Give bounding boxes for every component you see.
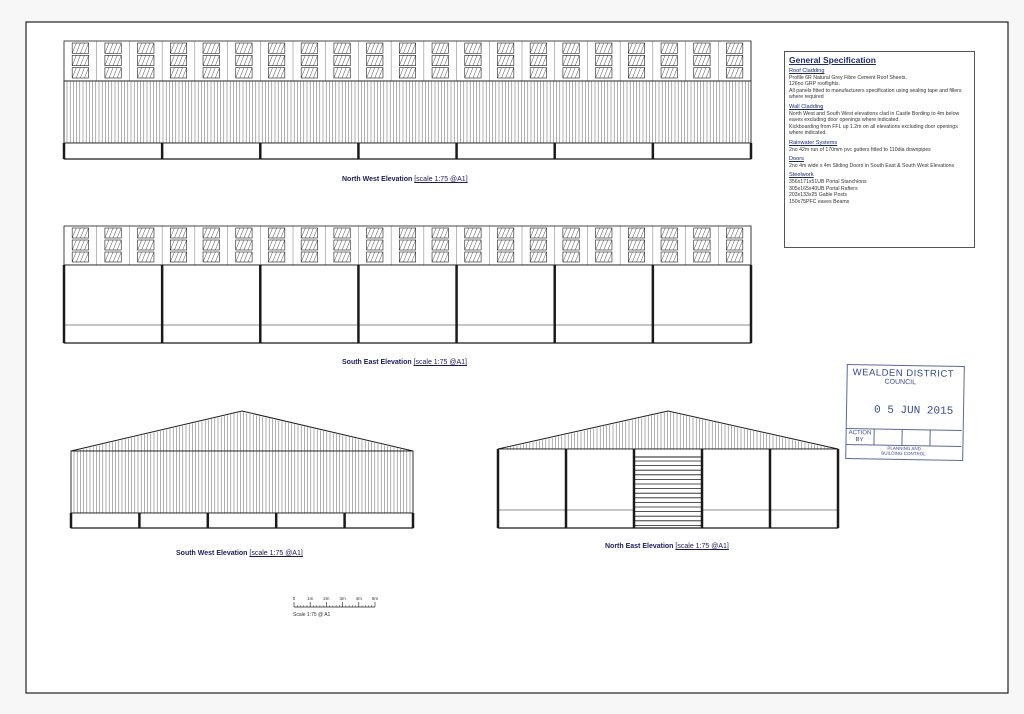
rooflight: [661, 55, 677, 65]
scale-tick-label: 0: [292, 596, 296, 601]
rooflight: [661, 240, 677, 250]
scale-tick-label: 2m: [323, 596, 330, 601]
rooflight: [432, 68, 448, 78]
rooflight: [399, 252, 415, 262]
open-bays: [64, 265, 751, 343]
rooflight: [661, 252, 677, 262]
rooflight: [596, 228, 612, 238]
rooflight: [694, 55, 710, 65]
rooflight: [432, 228, 448, 238]
rooflight: [628, 228, 644, 238]
rooflight: [596, 43, 612, 53]
rooflight: [726, 252, 742, 262]
rooflight: [563, 228, 579, 238]
north-east-elevation-caption: North East Elevation [scale 1:75 @A1]: [605, 543, 729, 550]
rooflight: [530, 240, 546, 250]
rooflight: [465, 68, 481, 78]
spec-line: 2no 4m wide x 4m Sliding Doors in South East & South West Elevations: [789, 162, 955, 169]
rooflight: [628, 43, 644, 53]
rooflight: [465, 55, 481, 65]
rooflight: [399, 43, 415, 53]
rooflight: [726, 228, 742, 238]
rooflight: [497, 55, 513, 65]
rooflight: [301, 43, 317, 53]
rooflight: [170, 43, 186, 53]
stanchion: [161, 265, 164, 343]
stanchion: [455, 265, 458, 343]
rooflight: [628, 252, 644, 262]
rooflight: [661, 228, 677, 238]
stanchion: [553, 265, 556, 343]
stamp-footer2: BUILDING CONTROL: [881, 450, 926, 457]
rooflight: [563, 68, 579, 78]
spec-heading: Rainwater Systems: [789, 139, 838, 146]
spec-line: North West and South West elevations clad in Castle Bording to 4m below eaves excluding door openings where indicated.: [789, 110, 960, 124]
stanchion: [63, 143, 66, 159]
kickboard: [71, 513, 413, 528]
stanchion: [652, 143, 655, 159]
rooflight: [432, 43, 448, 53]
south-west-elevation-caption: South West Elevation [scale 1:75 @A1]: [176, 550, 303, 557]
rooflight: [367, 43, 383, 53]
rooflight: [138, 55, 154, 65]
spec-section-steelwork: [789, 172, 970, 205]
rooflight: [138, 252, 154, 262]
rooflight: [268, 55, 284, 65]
rooflight: [72, 240, 88, 250]
sliding-door: [634, 457, 702, 528]
rooflight: [497, 228, 513, 238]
rooflight: [334, 43, 350, 53]
stanchion: [207, 513, 210, 528]
stamp-date: 0 5 JUN 2015: [873, 404, 954, 418]
rooflight: [268, 43, 284, 53]
rooflight: [334, 228, 350, 238]
spec-section-doors: [789, 156, 970, 169]
rooflight: [72, 228, 88, 238]
rooflight: [203, 55, 219, 65]
rooflight: [301, 240, 317, 250]
rooflight: [726, 68, 742, 78]
rooflight: [530, 228, 546, 238]
rooflight: [203, 252, 219, 262]
rooflight: [399, 240, 415, 250]
stanchion: [63, 265, 66, 343]
rooflight: [563, 252, 579, 262]
rooflight: [105, 55, 121, 65]
rooflight: [628, 55, 644, 65]
spec-heading: Steelwork: [789, 172, 814, 179]
stamp-by: BY: [855, 437, 864, 444]
rooflight: [236, 43, 252, 53]
rooflight: [432, 240, 448, 250]
rooflight: [694, 68, 710, 78]
rooflight: [726, 43, 742, 53]
rooflight: [497, 252, 513, 262]
rooflight: [170, 55, 186, 65]
stanchion: [357, 265, 360, 343]
rooflight: [694, 240, 710, 250]
rooflight: [628, 240, 644, 250]
rooflight: [367, 68, 383, 78]
rooflight: [530, 55, 546, 65]
rooflight: [170, 68, 186, 78]
rooflight: [530, 68, 546, 78]
rooflight: [661, 43, 677, 53]
stamp-action: ACTION: [848, 430, 872, 437]
spec-line: All panels fitted to manufacturers specification using sealing tape and fillers where required: [789, 87, 962, 101]
spec-line: Profile 6R Natural Grey Fibre Cement Roof Sheets.: [789, 74, 907, 81]
wall-cladding: [64, 81, 751, 143]
stanchion: [750, 265, 753, 343]
rooflight: [432, 55, 448, 65]
stanchion: [553, 143, 556, 159]
rooflight: [170, 240, 186, 250]
rooflight: [530, 252, 546, 262]
spec-line: 305x165x40UB Portal Rafters: [789, 185, 858, 192]
gable-wall: [71, 451, 413, 513]
stanchion: [412, 513, 415, 528]
stamp-footer1: PLANNING AND: [887, 445, 921, 452]
rooflight: [236, 228, 252, 238]
rooflight: [334, 55, 350, 65]
stanchion: [565, 449, 568, 528]
rooflight: [628, 68, 644, 78]
stanchion: [750, 143, 753, 159]
rooflight: [726, 240, 742, 250]
rooflight: [203, 68, 219, 78]
spec-heading: Doors: [789, 156, 804, 163]
rooflight: [367, 228, 383, 238]
scale-tick-label: 4m: [355, 596, 362, 601]
rooflight: [465, 240, 481, 250]
rooflight: [72, 55, 88, 65]
spec-line: 356x171x51UB Portal Stanchions: [789, 178, 867, 185]
rooflight: [497, 43, 513, 53]
rooflight: [268, 252, 284, 262]
scale-tick-label: 5m: [371, 596, 379, 601]
spec-line: 203x133x25 Gable Posts: [789, 192, 847, 199]
spec-heading: Roof Cladding: [789, 68, 825, 74]
rooflight: [367, 240, 383, 250]
stanchion: [633, 449, 636, 528]
spec-line: 2no 42m run of 170mm pvc gutters fitted to 110dia downpipes: [789, 146, 931, 153]
stanchion: [343, 513, 346, 528]
rooflight: [596, 240, 612, 250]
rooflight: [563, 240, 579, 250]
rooflight: [465, 228, 481, 238]
stanchion: [455, 143, 458, 159]
rooflight: [334, 68, 350, 78]
stanchion: [357, 143, 360, 159]
rooflight: [170, 228, 186, 238]
stanchion: [837, 449, 840, 528]
council-received-stamp: [845, 364, 965, 461]
stamp-line1: WEALDEN DISTRICT: [852, 367, 955, 380]
rooflight: [72, 43, 88, 53]
rooflight: [301, 228, 317, 238]
spec-section-roof: [789, 68, 970, 101]
rooflight: [334, 252, 350, 262]
stanchion: [138, 513, 141, 528]
stanchion: [259, 143, 262, 159]
rooflight: [203, 240, 219, 250]
rooflight: [301, 252, 317, 262]
rooflight: [465, 43, 481, 53]
rooflight: [301, 55, 317, 65]
rooflight: [596, 68, 612, 78]
spec-section-rainwater: [789, 140, 970, 153]
spec-line: 150x75PFC eaves Beams: [789, 198, 850, 205]
rooflight: [596, 55, 612, 65]
rooflight: [236, 252, 252, 262]
stamp-line2: COUNCIL: [884, 378, 917, 387]
rooflight: [203, 228, 219, 238]
rooflight: [301, 68, 317, 78]
scale-tick-label: 3m: [339, 596, 346, 601]
rooflight: [105, 68, 121, 78]
rooflight: [268, 228, 284, 238]
spec-title: General Specification: [789, 55, 876, 65]
spec-section-wall: [789, 104, 970, 137]
rooflight: [367, 55, 383, 65]
stanchion: [275, 513, 278, 528]
rooflight: [399, 55, 415, 65]
rooflight: [236, 55, 252, 65]
rooflight: [105, 228, 121, 238]
rooflight: [170, 252, 186, 262]
rooflight: [334, 240, 350, 250]
north-west-elevation-caption: North West Elevation [scale 1:75 @A1]: [342, 176, 468, 183]
rooflight: [138, 68, 154, 78]
rooflight: [138, 228, 154, 238]
rooflight: [432, 252, 448, 262]
rooflight: [236, 240, 252, 250]
rooflight: [105, 240, 121, 250]
rooflight: [138, 43, 154, 53]
spec-line: Kickboarding from FFL up 1.2m on all elevations excluding door openings where indicated.: [789, 123, 958, 137]
rooflight: [138, 240, 154, 250]
rooflight: [596, 252, 612, 262]
scale-bar-caption: Scale 1:75 @ A1: [293, 612, 331, 618]
spec-line: 126no GRP rooflights.: [789, 81, 840, 88]
rooflight: [105, 252, 121, 262]
kickboard: [64, 143, 751, 159]
rooflight: [399, 68, 415, 78]
stanchion: [497, 449, 500, 528]
rooflight: [72, 252, 88, 262]
rooflight: [203, 43, 219, 53]
rooflight: [268, 68, 284, 78]
rooflight: [465, 252, 481, 262]
rooflight: [268, 240, 284, 250]
scale-tick-label: 1m: [307, 596, 314, 601]
stanchion: [70, 513, 73, 528]
stanchion: [701, 449, 704, 528]
rooflight: [497, 240, 513, 250]
general-specification-panel: [784, 51, 975, 248]
rooflight: [694, 228, 710, 238]
rooflight: [694, 43, 710, 53]
spec-heading: Wall Cladding: [789, 103, 824, 110]
stanchion: [652, 265, 655, 343]
rooflight: [661, 68, 677, 78]
stanchion: [769, 449, 772, 528]
rooflight: [399, 228, 415, 238]
rooflight: [726, 55, 742, 65]
rooflight: [72, 68, 88, 78]
rooflight: [694, 252, 710, 262]
rooflight: [497, 68, 513, 78]
south-east-elevation-caption: South East Elevation [scale 1:75 @A1]: [342, 359, 467, 366]
stanchion: [259, 265, 262, 343]
rooflight: [105, 43, 121, 53]
stanchion: [161, 143, 164, 159]
rooflight: [563, 43, 579, 53]
rooflight: [236, 68, 252, 78]
rooflight: [530, 43, 546, 53]
rooflight: [367, 252, 383, 262]
rooflight: [563, 55, 579, 65]
